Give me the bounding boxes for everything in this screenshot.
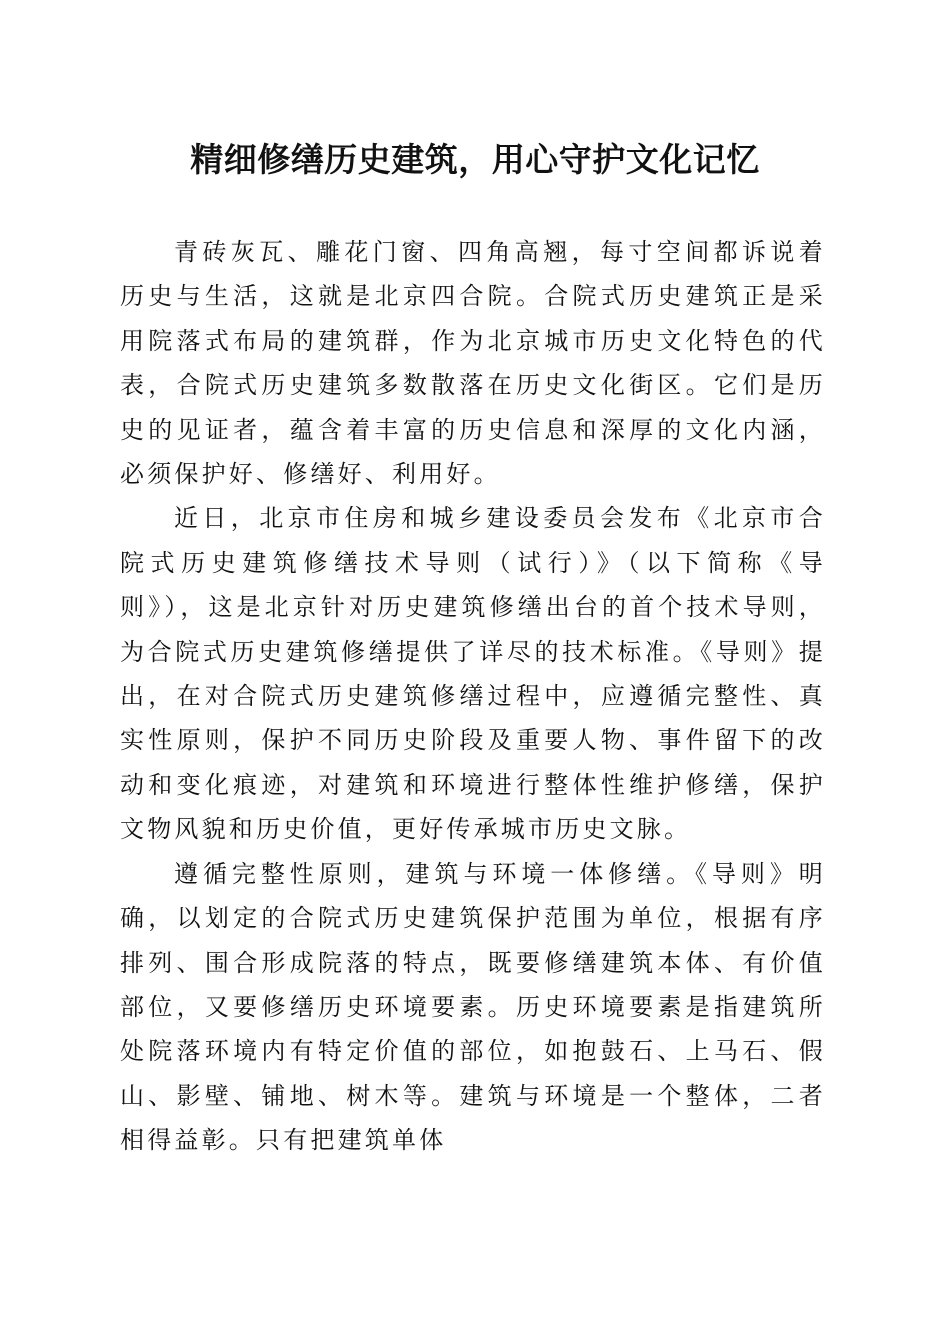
document-body bbox=[120, 230, 826, 1163]
paragraph-2: 近日，北京市住房和城乡建设委员会发布《北京市合院式历史建筑修缮技术导则（试行）》（以下简称《导则》），这是北京针对历史建筑修缮出台的首个技术导则，为合院式历史建筑修缮提供了详尽的技术标准。《导则》提出，在对合院式历史建筑修缮过程中，应遵循完整性、真实性原则，保护不同历史阶段及重要人物、事件留下的改动和变化痕迹，对建筑和环境进行整体性维护修缮，保护文物风貌和历史价值，更好传承城市历史文脉。 bbox=[120, 504, 826, 844]
document-title: 精细修缮历史建筑，用心守护文化记忆 bbox=[190, 140, 760, 179]
paragraph-3: 遵循完整性原则，建筑与环境一体修缮。《导则》明确，以划定的合院式历史建筑保护范围为单位，根据有序排列、围合形成院落的特点，既要修缮建筑本体、有价值部位，又要修缮历史环境要素。历史环境要素是指建筑所处院落环境内有特定价值的部位，如抱鼓石、上马石、假山、影壁、铺地、树木等。建筑与环境是一个整体，二者相得益彰。只有把建筑单体 bbox=[120, 859, 826, 1155]
paragraph-1: 青砖灰瓦、雕花门窗、四角高翘，每寸空间都诉说着历史与生活，这就是北京四合院。合院式历史建筑正是采用院落式布局的建筑群，作为北京城市历史文化特色的代表，合院式历史建筑多数散落在历史文化街区。它们是历史的见证者，蕴含着丰富的历史信息和深厚的文化内涵，必须保护好、修缮好、利用好。 bbox=[120, 238, 826, 489]
